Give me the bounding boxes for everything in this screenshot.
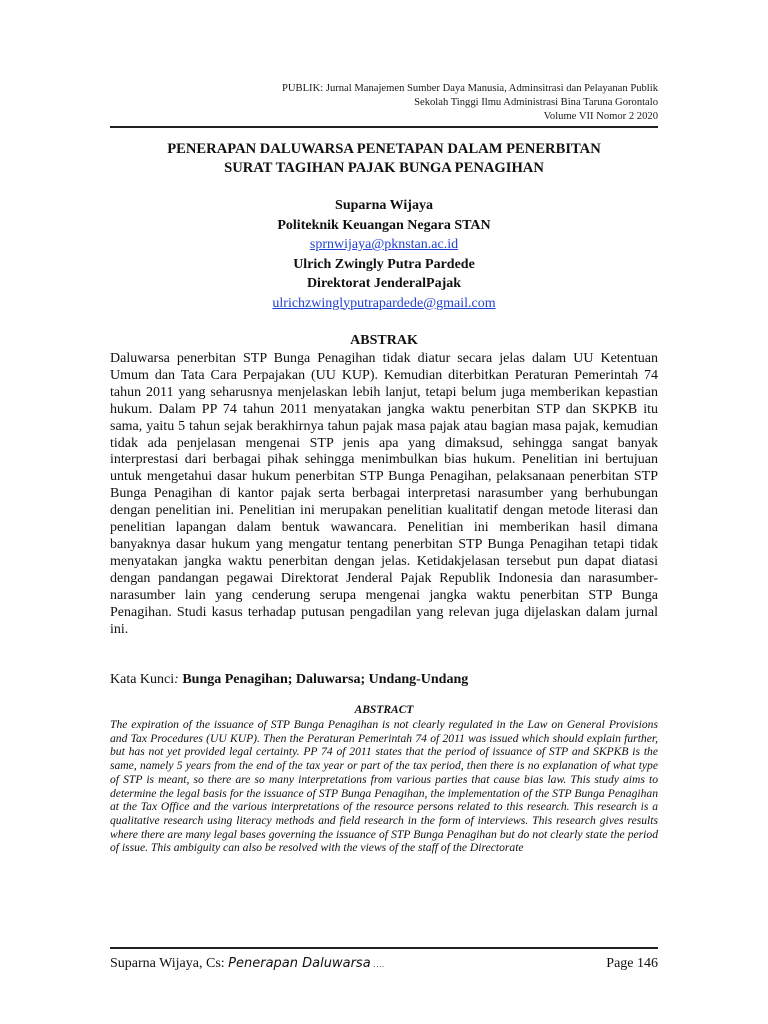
- author-block: [110, 196, 658, 313]
- footer-authors: Suparna Wijaya, Cs:: [110, 956, 229, 971]
- author-affiliation: Direktorat JenderalPajak: [306, 276, 462, 291]
- title-line-1: PENERAPAN DALUWARSA PENETAPAN DALAM PENERBITAN: [167, 141, 601, 157]
- page-number: Page 146: [606, 956, 658, 971]
- running-header: [282, 82, 658, 124]
- abstract-body: The expiration of the issuance of STP Bunga Penagihan is not clearly regulated in the Law on General Provisions and Tax Procedures (UU KUP). Then the Peraturan Pemerintah 74 of 2011 was issued which should explain further, but has not yet provided legal certainty. PP 74 of 2011 states that the period of issuance of STP and SKPKB is the same, namely 5 years from the end of the tax year or part of the tax period, then there is no explanation of what type of STP is meant, so there are so many interpretations from various parties that cause bias law. This study aims to determine the legal basis for the issuance of STP Bunga Penagihan, the implementation of the STP Bunga Penagihan at the Tax Office and the various interpretations of the resource persons related to this research. This research is a qualitative research using literacy methods and field research in the form of interviews. This research gives results where there are many legal bases governing the issuance of STP Bunga Penagihan but do not clearly state the period of issue. This ambiguity can also be resolved with the views of the staff of the Directorate: [110, 718, 658, 855]
- keywords-values: Bunga Penagihan; Daluwarsa; Undang-Undang: [182, 672, 469, 687]
- author-name: Ulrich Zwingly Putra Pardede: [293, 256, 475, 272]
- keywords-separator: :: [174, 672, 183, 687]
- keywords-line: [110, 672, 658, 688]
- paper-title: [110, 140, 658, 178]
- volume-info: Volume VII Nomor 2 2020: [543, 111, 658, 122]
- abstrak-heading: ABSTRAK: [350, 333, 418, 348]
- header-divider: [110, 126, 658, 128]
- title-line-2: SURAT TAGIHAN PAJAK BUNGA PENAGIHAN: [224, 160, 544, 176]
- author-name: Suparna Wijaya: [335, 198, 433, 213]
- abstract-heading: ABSTRACT: [354, 704, 414, 716]
- journal-name: PUBLIK: Jurnal Manajemen Sumber Daya Manusia, Adminsitrasi dan Pelayanan Publik: [281, 83, 658, 94]
- keywords-label: Kata Kunci: [110, 672, 175, 687]
- footer-citation: [110, 956, 384, 972]
- footer-ellipsis: ….: [370, 959, 385, 969]
- author-email-link[interactable]: sprnwijaya@pknstan.ac.id: [309, 237, 459, 252]
- institution-name: Sekolah Tinggi Ilmu Administrasi Bina Taruna Gorontalo: [414, 97, 658, 108]
- author-affiliation: Politeknik Keuangan Negara STAN: [277, 217, 491, 233]
- author-email-link[interactable]: ulrichzwinglyputrapardede@gmail.com: [272, 295, 496, 311]
- footer-divider: [110, 947, 658, 949]
- footer-title: Penerapan Daluwarsa: [228, 956, 371, 971]
- abstrak-body: Daluwarsa penerbitan STP Bunga Penagihan tidak diatur secara jelas dalam UU Ketentuan Umum dan Tata Cara Perpajakan (UU KUP). Kemudian diterbitkan Peraturan Pemerintah 74 tahun 2011 yang seharusnya menjelaskan lebih lanjut, tetapi belum juga memberikan kepastian hukum. Dalam PP 74 tahun 2011 menyatakan jangka waktu penerbitan STP dan SKPKB itu sama, yaitu 5 tahun sejak berakhirnya tahun pajak masa pajak atau bagian masa pajak, kemudian tidak ada penjelasan mengenai STP jenis apa yang dimaksud, sehingga sangat banyak interprestasi dari berbagai pihak sehingga menimbulkan bias hukum. Penelitian ini bertujuan untuk mengetahui dasar hukum penerbitan STP Bunga Penagihan, pelaksanaan penerbitan STP Bunga Penagihan di kantor pajak serta berbagai interpretasi narasumber yang berhubungan dengan penelitian ini. Penelitian ini merupakan penelitian kualitatif dengan metode literasi dan penelitian lapangan dalam bentuk wawancara. Penelitian ini memberikan hasil dimana banyaknya dasar hukum yang mengatur tentang penerbitan STP Bunga Penagihan tetapi tidak menyatakan jangka waktu penerbitan dengan jelas. Ketidakjelasan tersebut pun dapat diatasi dengan pandangan pegawai Direktorat Jenderal Pajak Republik Indonesia dan narasumber-narasumber lain yang cenderung serupa mengenai jangka waktu penerbitan STP Bunga Penagihan. Studi kasus terhadap putusan pengadilan yang relevan juga dijelaskan dalam jurnal ini.: [110, 351, 658, 637]
